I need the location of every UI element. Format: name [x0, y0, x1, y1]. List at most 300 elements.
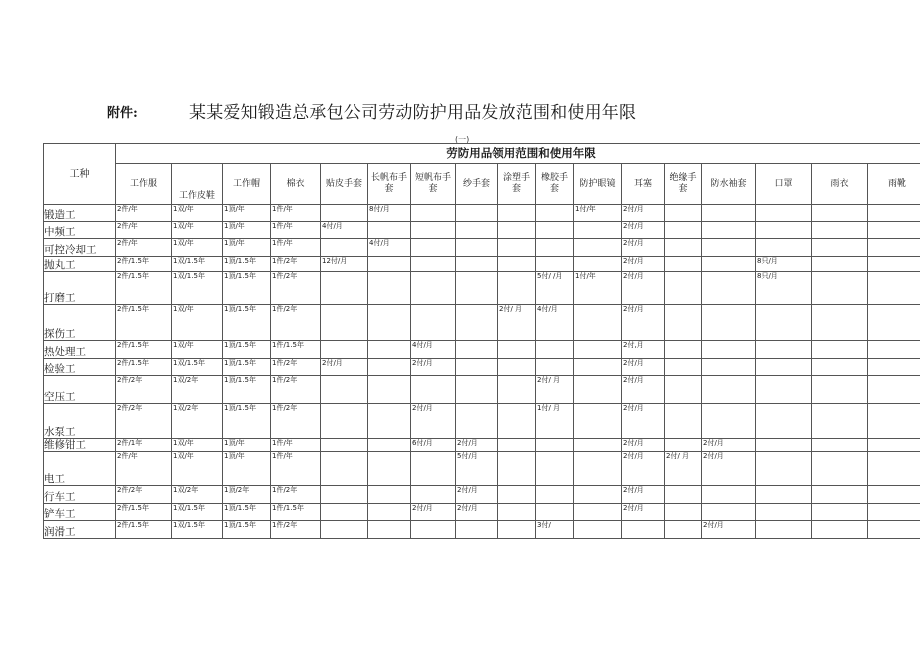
allocation-cell: 1付/ 月	[536, 404, 574, 439]
allocation-cell: 4付/月	[411, 341, 456, 359]
worker-type-cell: 锻造工	[44, 205, 116, 222]
allocation-cell	[321, 404, 368, 439]
allocation-cell: 2件/年	[116, 239, 172, 257]
allocation-cell	[868, 521, 920, 539]
allocation-cell: 2付/月	[622, 486, 665, 504]
allocation-cell: 1顶/年	[223, 222, 271, 239]
allocation-cell: 2付/月	[622, 359, 665, 376]
allocation-cell	[665, 257, 702, 272]
allocation-cell	[868, 359, 920, 376]
allocation-cell	[812, 272, 868, 305]
allocation-cell	[702, 341, 756, 359]
allocation-cell: 5付/ /月	[536, 272, 574, 305]
column-header: 短帆布手套	[411, 164, 456, 205]
allocation-cell: 2付/月	[456, 504, 498, 521]
section-mark: (一)	[455, 135, 470, 144]
worker-type-cell: 探伤工	[44, 305, 116, 341]
allocation-cell	[456, 359, 498, 376]
allocation-cell	[498, 376, 536, 404]
allocation-cell	[321, 521, 368, 539]
allocation-cell	[498, 257, 536, 272]
allocation-cell	[665, 341, 702, 359]
allocation-cell	[665, 272, 702, 305]
table-row	[44, 222, 920, 239]
allocation-cell	[812, 452, 868, 486]
allocation-cell: 1顶/1.5年	[223, 521, 271, 539]
allocation-cell	[574, 486, 622, 504]
allocation-cell	[498, 521, 536, 539]
allocation-cell: 8只/月	[756, 272, 812, 305]
table-row	[44, 521, 920, 539]
allocation-cell: 2付/月	[622, 222, 665, 239]
allocation-cell	[498, 222, 536, 239]
allocation-cell	[868, 222, 920, 239]
allocation-cell: 1顶/1.5年	[223, 359, 271, 376]
allocation-cell	[498, 239, 536, 257]
allocation-cell: 1顶/1.5年	[223, 404, 271, 439]
allocation-cell: 1件/2年	[271, 257, 321, 272]
document-title: 某某爱知锻造总承包公司劳动防护用品发放范围和使用年限	[189, 103, 637, 123]
allocation-cell: 2付/月	[622, 404, 665, 439]
allocation-cell	[702, 404, 756, 439]
allocation-cell	[756, 404, 812, 439]
allocation-cell	[756, 504, 812, 521]
allocation-cell	[868, 404, 920, 439]
allocation-cell: 1双/2年	[172, 404, 223, 439]
allocation-cell: 12付/月	[321, 257, 368, 272]
table-row	[44, 376, 920, 404]
allocation-cell	[498, 486, 536, 504]
allocation-cell: 4付/月	[536, 305, 574, 341]
allocation-cell	[456, 257, 498, 272]
allocation-cell: 2件/1.5年	[116, 272, 172, 305]
allocation-cell	[812, 439, 868, 452]
allocation-cell	[411, 305, 456, 341]
allocation-cell	[574, 305, 622, 341]
table-row	[44, 439, 920, 452]
worker-type-cell: 空压工	[44, 376, 116, 404]
table-row	[44, 305, 920, 341]
allocation-cell: 1双/年	[172, 341, 223, 359]
allocation-cell	[456, 305, 498, 341]
allocation-cell	[702, 205, 756, 222]
allocation-cell: 1件/2年	[271, 272, 321, 305]
allocation-cell: 2付/ 月	[498, 305, 536, 341]
worker-type-cell: 行车工	[44, 486, 116, 504]
allocation-cell: 1件/年	[271, 452, 321, 486]
allocation-cell: 4付/月	[368, 239, 411, 257]
allocation-cell	[574, 359, 622, 376]
allocation-cell: 2付/ 月	[536, 376, 574, 404]
allocation-cell: 2付/月	[321, 359, 368, 376]
allocation-cell	[665, 504, 702, 521]
allocation-cell	[665, 404, 702, 439]
column-header: 雨靴	[868, 164, 920, 205]
allocation-cell: 2付/月	[622, 439, 665, 452]
allocation-cell	[321, 239, 368, 257]
allocation-cell	[702, 486, 756, 504]
table-row	[44, 341, 920, 359]
column-header: 纱手套	[456, 164, 498, 205]
column-header: 棉衣	[271, 164, 321, 205]
allocation-cell	[702, 222, 756, 239]
table-row	[44, 239, 920, 257]
allocation-cell	[756, 376, 812, 404]
allocation-cell: 1付/年	[574, 272, 622, 305]
allocation-cell	[665, 205, 702, 222]
allocation-cell: 1付/年	[574, 205, 622, 222]
allocation-cell	[756, 521, 812, 539]
allocation-cell: 1双/1.5年	[172, 504, 223, 521]
allocation-cell	[368, 452, 411, 486]
allocation-cell	[536, 486, 574, 504]
allocation-cell	[321, 376, 368, 404]
column-header: 长帆布手套	[368, 164, 411, 205]
worker-type-cell: 铲车工	[44, 504, 116, 521]
column-header: 贴皮手套	[321, 164, 368, 205]
allocation-cell: 1顶/年	[223, 452, 271, 486]
allocation-cell: 2件/年	[116, 452, 172, 486]
allocation-cell	[812, 486, 868, 504]
allocation-cell	[812, 205, 868, 222]
allocation-cell	[702, 359, 756, 376]
allocation-cell	[498, 341, 536, 359]
allocation-cell	[498, 359, 536, 376]
column-header: 防护眼镜	[574, 164, 622, 205]
allocation-cell	[702, 272, 756, 305]
worker-type-cell: 水泵工	[44, 404, 116, 439]
allocation-cell: 8付/月	[368, 205, 411, 222]
allocation-cell	[756, 205, 812, 222]
allocation-cell: 1双/2年	[172, 376, 223, 404]
allocation-cell: 2付/月	[622, 257, 665, 272]
allocation-cell	[498, 439, 536, 452]
allocation-cell	[411, 222, 456, 239]
allocation-cell: 1双/1.5年	[172, 521, 223, 539]
allocation-cell: 2付/月	[411, 504, 456, 521]
allocation-cell	[812, 521, 868, 539]
allocation-cell	[574, 452, 622, 486]
allocation-cell	[411, 452, 456, 486]
table-row	[44, 205, 920, 222]
allocation-cell: 2付,月	[622, 341, 665, 359]
allocation-cell	[411, 257, 456, 272]
allocation-cell	[665, 486, 702, 504]
allocation-cell	[536, 257, 574, 272]
allocation-cell	[702, 239, 756, 257]
attachment-label: 附件:	[107, 106, 138, 121]
allocation-cell: 2件/1.5年	[116, 521, 172, 539]
allocation-cell: 2件/2年	[116, 486, 172, 504]
column-header: 工作帽	[223, 164, 271, 205]
allocation-cell	[812, 376, 868, 404]
allocation-cell	[368, 272, 411, 305]
column-header: 涂塑手套	[498, 164, 536, 205]
allocation-cell	[756, 305, 812, 341]
allocation-cell: 1双/年	[172, 452, 223, 486]
allocation-cell: 2付/月	[622, 305, 665, 341]
allocation-cell	[868, 205, 920, 222]
allocation-cell	[574, 222, 622, 239]
allocation-cell	[536, 359, 574, 376]
allocation-cell	[665, 222, 702, 239]
allocation-cell	[456, 341, 498, 359]
worker-type-cell: 检验工	[44, 359, 116, 376]
allocation-cell	[498, 452, 536, 486]
column-header: 橡胶手套	[536, 164, 574, 205]
allocation-cell: 1双/1.5年	[172, 257, 223, 272]
worker-type-cell: 打磨工	[44, 272, 116, 305]
allocation-cell	[411, 486, 456, 504]
allocation-cell: 5付/月	[456, 452, 498, 486]
allocation-cell: 2付/月	[411, 404, 456, 439]
allocation-cell: 3付/	[536, 521, 574, 539]
allocation-cell: 2付/ 月	[665, 452, 702, 486]
allocation-cell: 1件/2年	[271, 376, 321, 404]
allocation-cell	[368, 222, 411, 239]
allocation-cell: 1件/1.5年	[271, 504, 321, 521]
allocation-cell: 2件/年	[116, 205, 172, 222]
allocation-cell	[498, 504, 536, 521]
allocation-cell: 2件/1.5年	[116, 504, 172, 521]
allocation-cell	[868, 341, 920, 359]
allocation-cell: 2件/1年	[116, 439, 172, 452]
allocation-cell	[812, 341, 868, 359]
column-header: 口罩	[756, 164, 812, 205]
table-row	[44, 404, 920, 439]
protective-equipment-table	[43, 143, 920, 539]
allocation-cell: 1顶/2年	[223, 486, 271, 504]
allocation-cell	[411, 239, 456, 257]
allocation-cell: 1顶/1.5年	[223, 272, 271, 305]
allocation-cell	[622, 521, 665, 539]
allocation-cell: 2付/月	[456, 486, 498, 504]
allocation-cell: 1件/2年	[271, 305, 321, 341]
allocation-cell	[574, 376, 622, 404]
allocation-cell: 2付/月	[702, 439, 756, 452]
allocation-cell	[321, 272, 368, 305]
allocation-cell	[411, 272, 456, 305]
allocation-cell	[665, 239, 702, 257]
allocation-cell: 2付/月	[622, 452, 665, 486]
worker-type-cell: 可控冷却工	[44, 239, 116, 257]
allocation-cell	[702, 504, 756, 521]
allocation-cell	[321, 341, 368, 359]
allocation-cell: 1双/年	[172, 439, 223, 452]
allocation-cell: 2付/月	[702, 521, 756, 539]
allocation-cell: 2付/月	[622, 205, 665, 222]
allocation-cell	[868, 305, 920, 341]
allocation-cell	[536, 504, 574, 521]
allocation-cell	[368, 257, 411, 272]
allocation-cell: 2付/月	[702, 452, 756, 486]
column-header: 防水袖套	[702, 164, 756, 205]
allocation-cell: 1顶/1.5年	[223, 376, 271, 404]
allocation-cell: 1件/2年	[271, 486, 321, 504]
allocation-cell	[868, 239, 920, 257]
allocation-cell: 1双/年	[172, 305, 223, 341]
allocation-cell	[812, 257, 868, 272]
allocation-cell: 1双/1.5年	[172, 272, 223, 305]
allocation-cell	[411, 521, 456, 539]
allocation-cell: 6付/月	[411, 439, 456, 452]
allocation-cell	[321, 439, 368, 452]
allocation-cell: 2件/2年	[116, 404, 172, 439]
allocation-cell	[411, 205, 456, 222]
allocation-cell	[756, 239, 812, 257]
allocation-cell: 2付/月	[411, 359, 456, 376]
allocation-cell: 1件/年	[271, 205, 321, 222]
allocation-cell: 4付/月	[321, 222, 368, 239]
allocation-cell	[812, 504, 868, 521]
allocation-cell: 2付/月	[622, 504, 665, 521]
allocation-cell: 2件/2年	[116, 376, 172, 404]
allocation-cell	[868, 376, 920, 404]
allocation-cell	[702, 376, 756, 404]
allocation-cell	[321, 305, 368, 341]
allocation-cell: 1顶/1.5年	[223, 341, 271, 359]
allocation-cell	[756, 222, 812, 239]
worker-type-cell: 热处理工	[44, 341, 116, 359]
allocation-cell	[536, 239, 574, 257]
allocation-cell	[368, 521, 411, 539]
allocation-cell	[574, 404, 622, 439]
allocation-cell	[368, 305, 411, 341]
allocation-cell	[574, 257, 622, 272]
allocation-cell	[456, 272, 498, 305]
allocation-cell	[368, 486, 411, 504]
allocation-cell	[812, 404, 868, 439]
allocation-cell: 1双/1.5年	[172, 359, 223, 376]
allocation-cell	[368, 404, 411, 439]
allocation-cell	[702, 305, 756, 341]
allocation-cell	[456, 521, 498, 539]
allocation-cell	[665, 305, 702, 341]
allocation-cell: 1顶/年	[223, 239, 271, 257]
allocation-cell: 1件/2年	[271, 521, 321, 539]
table-row	[44, 504, 920, 521]
worker-type-cell: 润滑工	[44, 521, 116, 539]
allocation-cell: 2件/年	[116, 222, 172, 239]
allocation-cell: 1顶/1.5年	[223, 257, 271, 272]
allocation-cell	[756, 486, 812, 504]
allocation-cell	[665, 521, 702, 539]
allocation-cell	[368, 341, 411, 359]
allocation-cell	[868, 272, 920, 305]
table-row	[44, 257, 920, 272]
allocation-cell: 2付/月	[622, 376, 665, 404]
allocation-cell: 1顶/年	[223, 205, 271, 222]
allocation-cell: 8只/月	[756, 257, 812, 272]
allocation-cell	[368, 504, 411, 521]
allocation-cell: 1件/1.5年	[271, 341, 321, 359]
allocation-cell	[536, 439, 574, 452]
allocation-cell	[368, 359, 411, 376]
column-header: 工作服	[116, 164, 172, 205]
allocation-cell	[868, 257, 920, 272]
allocation-cell: 2件/1.5年	[116, 359, 172, 376]
allocation-cell: 2付/月	[622, 239, 665, 257]
allocation-cell	[665, 439, 702, 452]
allocation-cell	[368, 439, 411, 452]
allocation-cell: 2件/1.5年	[116, 305, 172, 341]
header-group-title: 劳防用品领用范围和使用年限	[116, 144, 920, 164]
allocation-cell	[411, 376, 456, 404]
allocation-cell: 1件/年	[271, 239, 321, 257]
allocation-cell	[321, 504, 368, 521]
allocation-cell: 1件/2年	[271, 404, 321, 439]
allocation-cell: 1顶/1.5年	[223, 504, 271, 521]
allocation-cell	[574, 521, 622, 539]
allocation-cell: 1件/年	[271, 222, 321, 239]
worker-type-cell: 维修钳工	[44, 439, 116, 452]
allocation-cell	[498, 205, 536, 222]
allocation-cell	[868, 452, 920, 486]
header-worker-type: 工种	[44, 144, 116, 205]
allocation-cell	[498, 272, 536, 305]
allocation-cell	[868, 439, 920, 452]
table-row	[44, 359, 920, 376]
allocation-cell	[456, 205, 498, 222]
allocation-cell: 1件/年	[271, 439, 321, 452]
allocation-cell	[868, 486, 920, 504]
allocation-cell: 1顶/1.5年	[223, 305, 271, 341]
allocation-cell: 1双/年	[172, 222, 223, 239]
allocation-cell	[812, 305, 868, 341]
allocation-cell	[574, 341, 622, 359]
allocation-cell: 1顶/年	[223, 439, 271, 452]
allocation-cell: 2付/月	[456, 439, 498, 452]
allocation-cell	[665, 376, 702, 404]
allocation-cell	[665, 359, 702, 376]
table-row	[44, 272, 920, 305]
allocation-cell	[456, 222, 498, 239]
allocation-cell	[812, 239, 868, 257]
allocation-cell	[456, 376, 498, 404]
allocation-cell	[536, 341, 574, 359]
allocation-cell	[756, 452, 812, 486]
worker-type-cell: 抛丸工	[44, 257, 116, 272]
allocation-cell	[702, 257, 756, 272]
table-row	[44, 452, 920, 486]
column-header: 工作皮鞋	[172, 164, 223, 205]
allocation-cell	[812, 222, 868, 239]
allocation-cell	[321, 452, 368, 486]
allocation-cell	[574, 239, 622, 257]
allocation-cell	[456, 239, 498, 257]
allocation-cell	[321, 205, 368, 222]
allocation-cell	[536, 205, 574, 222]
column-header: 绝缘手套	[665, 164, 702, 205]
allocation-cell: 2付/月	[622, 272, 665, 305]
allocation-cell	[456, 404, 498, 439]
allocation-cell	[536, 452, 574, 486]
allocation-cell	[321, 486, 368, 504]
table-row	[44, 486, 920, 504]
allocation-cell: 2件/1.5年	[116, 341, 172, 359]
allocation-cell: 2件/1.5年	[116, 257, 172, 272]
allocation-cell	[368, 376, 411, 404]
allocation-cell: 1双/2年	[172, 486, 223, 504]
allocation-cell	[812, 359, 868, 376]
allocation-cell	[498, 404, 536, 439]
worker-type-cell: 电工	[44, 452, 116, 486]
allocation-cell: 1双/年	[172, 239, 223, 257]
allocation-cell: 1件/2年	[271, 359, 321, 376]
allocation-cell: 1双/年	[172, 205, 223, 222]
allocation-cell	[756, 359, 812, 376]
allocation-cell	[574, 439, 622, 452]
